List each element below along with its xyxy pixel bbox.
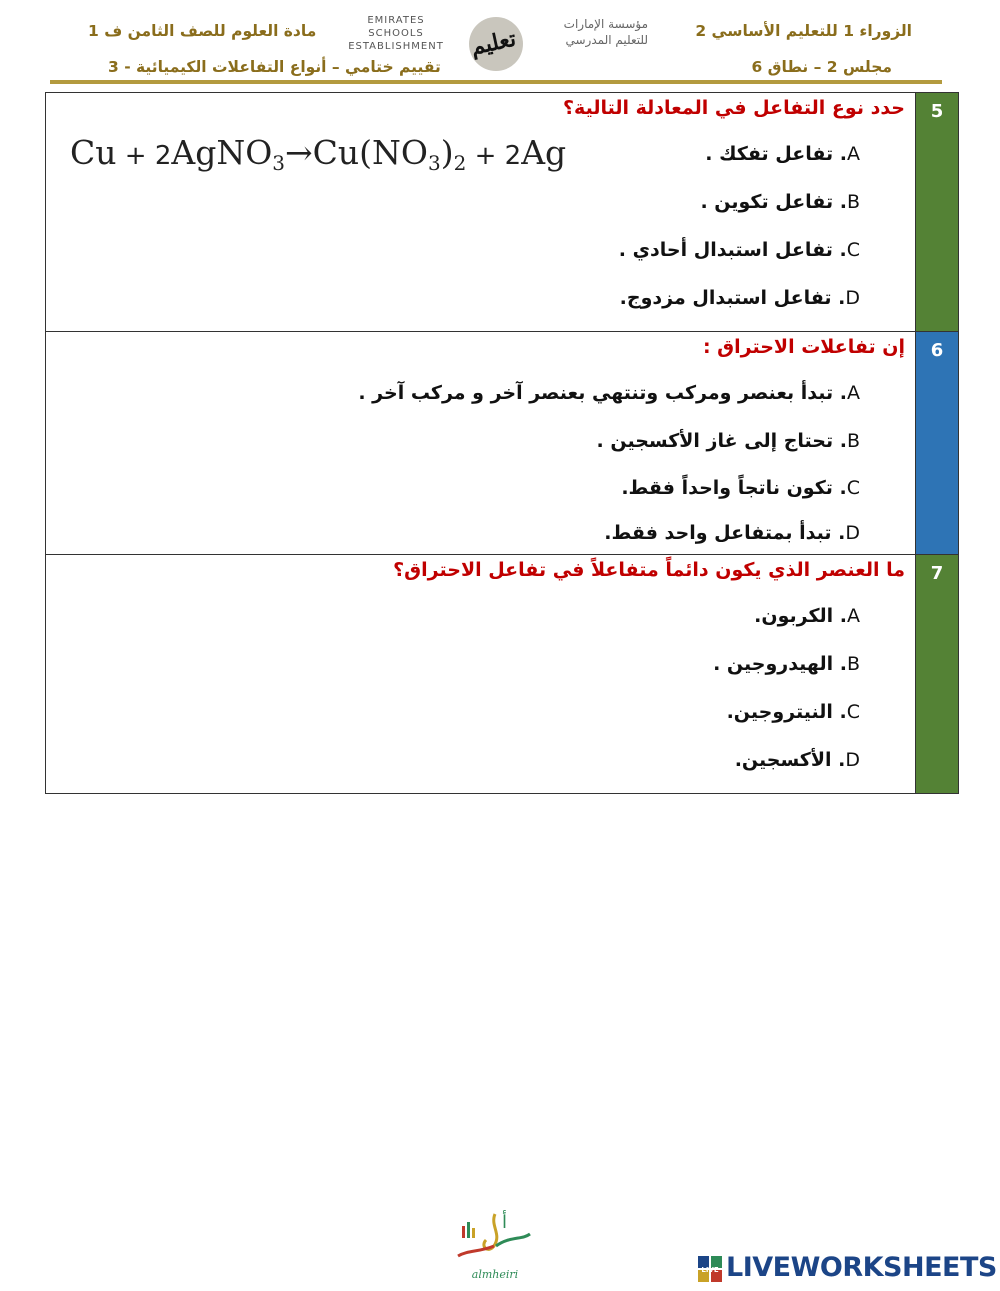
- ese-english-line2: ESTABLISHMENT: [348, 41, 444, 52]
- q5-option-b-letter: B: [846, 191, 860, 213]
- eq-arrow: →: [285, 133, 313, 172]
- eq-plus-2: +: [466, 141, 505, 171]
- almheiri-logo-icon: [450, 1206, 540, 1286]
- q5-option-a-letter: A: [847, 143, 860, 165]
- q6-option-d-letter: D: [845, 522, 860, 544]
- taleem-logo-word: تعليم: [468, 25, 519, 61]
- liveworksheets-brand[interactable]: LIVEWORKSHEETS: [726, 1252, 997, 1283]
- ese-english-name: [348, 14, 444, 53]
- q5-option-a[interactable]: [705, 143, 860, 165]
- q7-option-c-text: . النيتروجين.: [726, 701, 847, 723]
- ese-arabic-name: [548, 16, 648, 48]
- q6-option-a-text: . تبدأ بعنصر ومركب وتنتهي بعنصر آخر و مركب آخر .: [358, 382, 847, 404]
- question-5-text: حدد نوع التفاعل في المعادلة التالية؟: [563, 97, 905, 119]
- q6-option-b-letter: B: [846, 430, 860, 452]
- q7-option-b[interactable]: [713, 653, 860, 675]
- council-info: مجلس 2 – نطاق 6: [751, 58, 892, 76]
- question-number-6: 6: [916, 332, 959, 555]
- q6-option-c[interactable]: [621, 477, 860, 499]
- q5-option-d-letter: D: [845, 287, 860, 309]
- eq-sub-3a: 3: [272, 151, 286, 175]
- q6-option-b-text: . تحتاج إلى غاز الأكسجين .: [596, 430, 847, 452]
- question-row-7: [46, 555, 959, 794]
- q7-option-d-text: . الأكسجين.: [734, 749, 846, 771]
- question-number-5: 5: [916, 93, 959, 332]
- question-row-5: [46, 93, 959, 332]
- q7-option-d[interactable]: [735, 749, 860, 771]
- questions-table: [45, 92, 959, 794]
- subject-title: مادة العلوم للصف الثامن ف 1: [88, 22, 317, 40]
- q6-option-c-letter: C: [846, 477, 860, 499]
- question-cell-5: [46, 93, 916, 332]
- liveworksheets-logo-icon: [698, 1256, 722, 1282]
- eq-paren-close: ): [440, 133, 454, 172]
- eq-reactant-agno3: AgNO: [171, 133, 273, 172]
- question-7-text: ما العنصر الذي يكون دائماً متفاعلاً في تفاعل الاحتراق؟: [393, 559, 905, 581]
- q7-option-c[interactable]: [727, 701, 860, 723]
- eq-coef-agno3: 2: [154, 141, 172, 171]
- q6-option-d-text: . تبدأ بمتفاعل واحد فقط.: [604, 522, 846, 544]
- q5-option-d-text: . تفاعل استبدال مزدوج.: [619, 287, 846, 309]
- q7-option-b-letter: B: [846, 653, 860, 675]
- eq-product-cuno3: Cu(NO: [312, 133, 428, 172]
- q5-option-b-text: . تفاعل تكوين .: [700, 191, 847, 213]
- q7-option-a[interactable]: [754, 605, 860, 627]
- q5-option-d[interactable]: [620, 287, 860, 309]
- eq-product-ag: Ag: [521, 133, 567, 172]
- eq-coef-ag: 2: [504, 141, 522, 171]
- question-cell-7: [46, 555, 916, 794]
- taleem-logo-icon: [462, 14, 526, 74]
- assessment-title: تقييم ختامي – أنواع التفاعلات الكيميائية - 3: [108, 58, 441, 76]
- question-6-text: إن تفاعلات الاحتراق :: [702, 336, 905, 358]
- almheiri-arabic-mark: أ: [502, 1212, 508, 1233]
- question-number-7: 7: [916, 555, 959, 794]
- eq-sub-3b: 3: [427, 151, 441, 175]
- question-row-6: [46, 332, 959, 555]
- q5-option-c[interactable]: [619, 239, 860, 261]
- q7-option-b-text: . الهيدروجين .: [713, 653, 847, 675]
- q5-option-c-text: . تفاعل استبدال أحادي .: [618, 239, 847, 261]
- school-name: الزوراء 1 للتعليم الأساسي 2: [695, 22, 912, 40]
- q7-option-c-letter: C: [846, 701, 860, 723]
- q6-option-d[interactable]: [604, 522, 860, 544]
- eq-sub-2: 2: [453, 151, 467, 175]
- ese-arabic-line2: للتعليم المدرسي: [565, 33, 648, 47]
- q6-option-a[interactable]: [358, 382, 860, 404]
- ese-arabic-line1: مؤسسة الإمارات: [563, 17, 648, 31]
- q6-option-b[interactable]: [597, 430, 860, 452]
- almheiri-brand-text: almheiri: [471, 1268, 519, 1281]
- q7-option-a-text: . الكربون.: [754, 605, 847, 627]
- question-cell-6: [46, 332, 916, 555]
- q5-option-b[interactable]: [700, 191, 860, 213]
- ese-english-line1: EMIRATES SCHOOLS: [367, 15, 425, 39]
- q5-option-a-text: . تفاعل تفكك .: [705, 143, 847, 165]
- q6-option-c-text: . تكون ناتجاً واحداً فقط.: [621, 477, 847, 499]
- eq-reactant-cu: Cu: [70, 133, 117, 172]
- q6-option-a-letter: A: [847, 382, 860, 404]
- q7-option-a-letter: A: [847, 605, 860, 627]
- chemical-equation: [70, 133, 566, 175]
- header-divider: [50, 80, 942, 84]
- q7-option-d-letter: D: [845, 749, 860, 771]
- q5-option-c-letter: C: [846, 239, 860, 261]
- eq-plus-1: +: [116, 141, 155, 171]
- liveworksheets-icon-letters: LIVE: [701, 1266, 719, 1274]
